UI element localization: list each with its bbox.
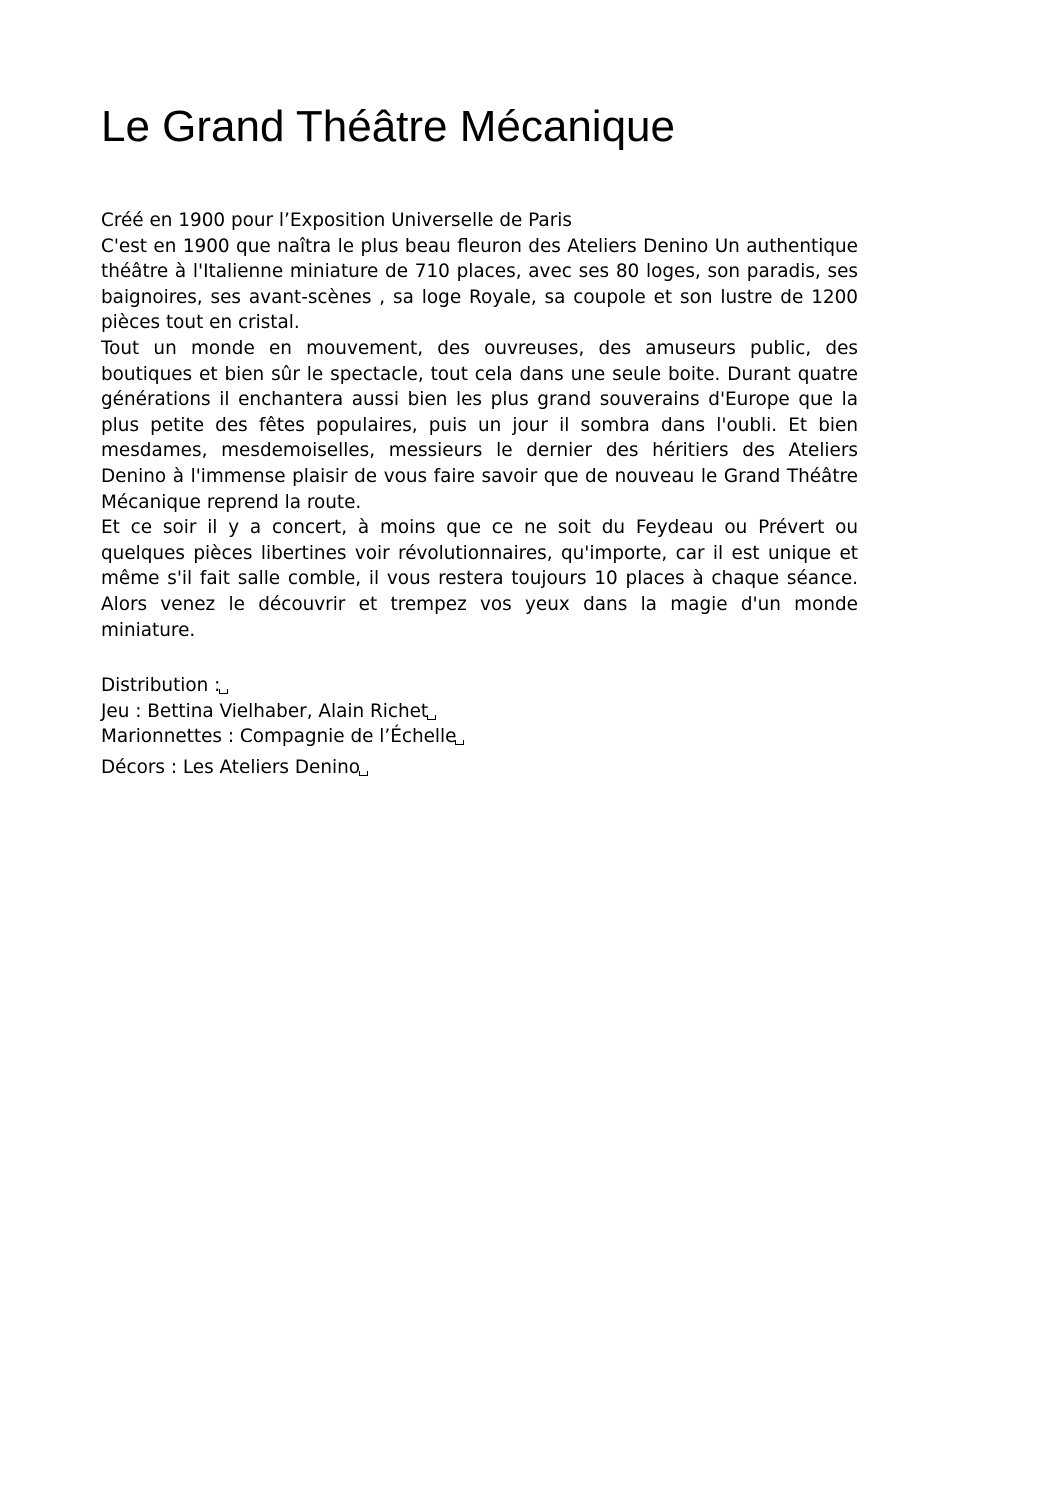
credit-cast: Jeu : Bettina Vielhaber, Alain Richet: [101, 700, 429, 722]
credit-sets: Décors : Les Ateliers Denino: [101, 756, 360, 778]
paragraph-description: Tout un monde en mouvement, des ouvreuses, des amuseurs public, des boutiques et bien sûr le spectacle, tout cela dans une seule boite. Durant quatre générations il enchantera aussi bien les plus grand souverains d'Europe que la plus petite des fêtes populaires, puis un jour il sombra dans l'oubli. Et bien mesdames, mesdemoiselles, messieurs le dernier des héritiers des Ateliers Denino à l'immense plaisir de vous faire savoir que de nouveau le Grand Théâtre Mécanique reprend la route.: [101, 337, 858, 513]
document-title: Le Grand Théâtre Mécanique: [101, 102, 675, 151]
credits-section: [101, 673, 858, 780]
credit-line-cast: [101, 699, 858, 725]
space-mark-icon: [219, 689, 228, 694]
credits-heading: Distribution :: [101, 675, 221, 696]
credit-line-sets: [101, 755, 858, 781]
space-mark-icon: [359, 771, 368, 776]
document-subtitle: Créé en 1900 pour l’Exposition Universelle de Paris: [101, 210, 572, 231]
credits-heading-line: [101, 673, 858, 699]
credit-puppets: Marionnettes : Compagnie de l’Échelle: [101, 726, 457, 748]
paragraph-history: C'est en 1900 que naîtra le plus beau fleuron des Ateliers Denino Un authentique théâtre à l'Italienne miniature de 710 places, avec ses 80 loges, son paradis, ses baignoires, ses avant-scènes , sa loge Royale, sa coupole et son lustre de 1200 pièces tout en cristal.: [101, 235, 858, 334]
space-mark-icon: [427, 715, 436, 720]
credit-line-puppets: [101, 724, 858, 750]
space-mark-icon: [455, 740, 464, 745]
document-body: [101, 208, 858, 643]
paragraph-invitation: Et ce soir il y a concert, à moins que ce ne soit du Feydeau ou Prévert ou quelques pièces libertines voir révolutionnaires, qu'importe, car il est unique et même s'il fait salle comble, il vous restera toujours 10 places à chaque séance. Alors venez le découvrir et trempez vos yeux dans la magie d'un monde miniature.: [101, 517, 858, 641]
